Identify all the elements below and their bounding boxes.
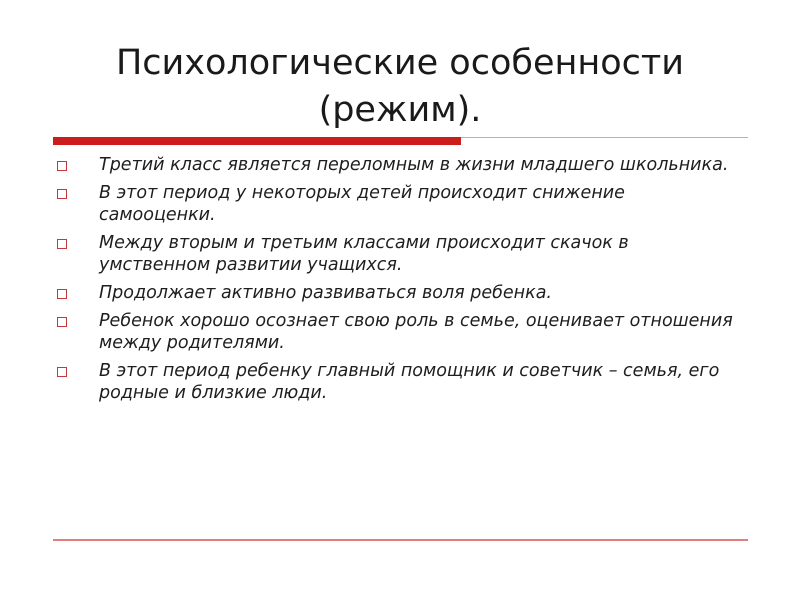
hollow-square-icon — [57, 239, 67, 249]
title-underline-thin — [461, 137, 748, 138]
hollow-square-icon — [57, 289, 67, 299]
list-item — [53, 282, 743, 304]
list-item — [53, 310, 743, 354]
hollow-square-icon — [57, 367, 67, 377]
bullet-text: Третий класс является переломным в жизни младшего школьника. — [99, 155, 729, 175]
hollow-square-icon — [57, 189, 67, 199]
bullet-text: Продолжает активно развиваться воля ребенка. — [99, 283, 552, 303]
bullet-text: В этот период ребенку главный помощник и советчик – семья, его родные и близкие люди. — [99, 361, 720, 403]
list-item — [53, 232, 743, 276]
slide-title: Психологические особенности (режим). — [115, 43, 685, 130]
bullet-text: Ребенок хорошо осознает свою роль в семье, оценивает отношения между родителями. — [99, 311, 733, 353]
footer-rule — [53, 539, 748, 541]
hollow-square-icon — [57, 317, 67, 327]
hollow-square-icon — [57, 161, 67, 171]
list-item — [53, 182, 743, 226]
bullet-text: Между вторым и третьим классами происходит скачок в умственном развитии учащихся. — [99, 233, 629, 275]
list-item — [53, 360, 743, 404]
bullet-text: В этот период у некоторых детей происходит снижение самооценки. — [99, 183, 625, 225]
list-item — [53, 154, 743, 176]
bullet-list — [53, 154, 743, 410]
title-underline-thick — [53, 137, 461, 145]
